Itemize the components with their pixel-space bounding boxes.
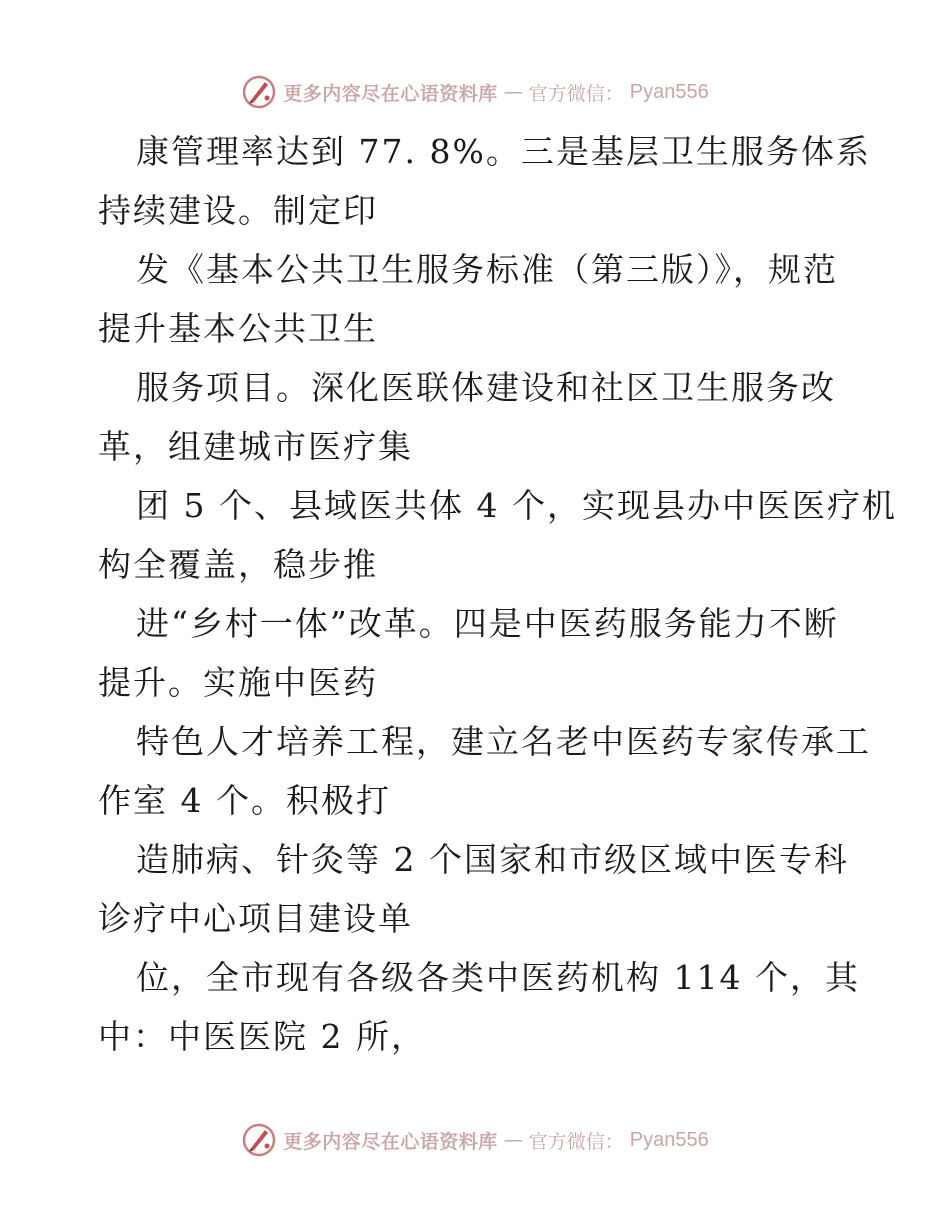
text-line: 发《基本公共卫生服务标准（第三版）》，规范 — [136, 250, 838, 289]
watermark-wechat-id: Pyan556 — [629, 1128, 709, 1151]
quill-pen-logo-icon — [241, 1122, 277, 1158]
watermark-wechat-id: Pyan556 — [629, 80, 709, 103]
watermark-wechat-label: 官方微信： — [528, 1130, 624, 1153]
header-watermark — [0, 70, 950, 114]
text-line: 进“乡村一体”改革。四是中医药服务能力不断 — [136, 604, 839, 643]
text-line: 提升。实施中医药 — [98, 663, 378, 702]
text-line: 团 5 个、县域医共体 4 个，实现县办中医医疗机 — [136, 486, 897, 525]
quill-pen-logo-icon — [241, 74, 277, 110]
watermark-brand: 更多内容尽在心语资料库 — [283, 82, 498, 105]
text-line: 作室 4 个。积极打 — [98, 781, 391, 820]
text-line: 康管理率达到 77. 8%。三是基层卫生服务体系 — [136, 132, 871, 171]
text-line: 位，全市现有各级各类中医药机构 114 个，其 — [136, 958, 860, 997]
footer-watermark — [0, 1118, 950, 1162]
watermark-brand: 更多内容尽在心语资料库 — [283, 1130, 498, 1153]
text-line: 服务项目。深化医联体建设和社区卫生服务改 — [136, 368, 836, 407]
text-line: 中：中医医院 2 所， — [98, 1017, 426, 1056]
text-line: 提升基本公共卫生 — [98, 309, 378, 348]
text-line: 革，组建城市医疗集 — [98, 427, 413, 466]
text-line: 特色人才培养工程，建立名老中医药专家传承工 — [136, 722, 871, 761]
text-line: 构全覆盖，稳步推 — [98, 545, 378, 584]
watermark-separator: — — [503, 1129, 523, 1151]
text-line: 诊疗中心项目建设单 — [98, 899, 413, 938]
text-line: 造肺病、针灸等 2 个国家和市级区域中医专科 — [136, 840, 849, 879]
watermark-wechat-label: 官方微信： — [528, 82, 624, 105]
watermark-separator: — — [503, 81, 523, 103]
text-line: 持续建设。制定印 — [98, 191, 378, 230]
document-body — [98, 122, 897, 1066]
